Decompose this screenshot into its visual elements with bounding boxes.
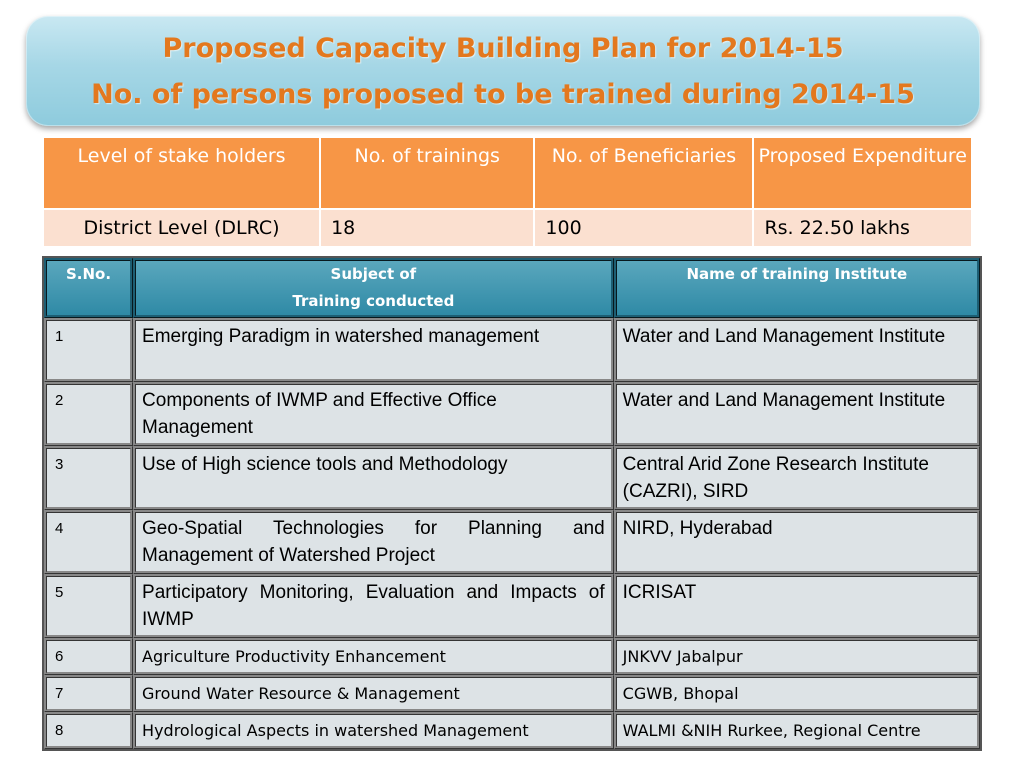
sno-cell: 4 — [44, 510, 133, 574]
institute-cell: ICRISAT — [614, 574, 980, 638]
subject-cell: Emerging Paradigm in watershed management — [133, 318, 614, 382]
table-row — [44, 675, 980, 712]
title-line-1: Proposed Capacity Building Plan for 2014-15 — [162, 33, 844, 64]
institute-cell: JNKVV Jabalpur — [614, 638, 980, 675]
institute-cell: WALMI &NIH Rurkee, Regional Centre — [614, 712, 980, 749]
institute-cell: Water and Land Management Institute — [614, 318, 980, 382]
summary-header-beneficiaries: No. of Beneficiaries — [534, 137, 753, 209]
summary-cell-trainings: 18 — [320, 209, 534, 247]
subject-cell: Use of High science tools and Methodology — [133, 446, 614, 510]
table-row — [44, 510, 980, 574]
sno-cell: 5 — [44, 574, 133, 638]
header-sno: S.No. — [44, 258, 133, 318]
subject-cell: Hydrological Aspects in watershed Management — [133, 712, 614, 749]
title-line-2: No. of persons proposed to be trained during 2014-15 — [91, 79, 915, 110]
header-subject — [133, 258, 614, 318]
sno-cell: 7 — [44, 675, 133, 712]
summary-data-row — [43, 209, 972, 247]
table-row — [44, 574, 980, 638]
header-institute: Name of training Institute — [614, 258, 980, 318]
institute-cell: Central Arid Zone Research Institute (CAZRI), SIRD — [614, 446, 980, 510]
subject-cell: Participatory Monitoring, Evaluation and Impacts of IWMP — [133, 574, 614, 638]
subject-cell: Agriculture Productivity Enhancement — [133, 638, 614, 675]
institute-cell: CGWB, Bhopal — [614, 675, 980, 712]
subject-cell: Geo-Spatial Technologies for Planning and Management of Watershed Project — [133, 510, 614, 574]
table-row — [44, 318, 980, 382]
summary-cell-expenditure: Rs. 22.50 lakhs — [753, 209, 972, 247]
sno-cell: 3 — [44, 446, 133, 510]
table-row — [44, 382, 980, 446]
summary-cell-level: District Level (DLRC) — [43, 209, 320, 247]
subject-cell: Ground Water Resource & Management — [133, 675, 614, 712]
subject-cell: Components of IWMP and Effective Office Management — [133, 382, 614, 446]
sno-cell: 2 — [44, 382, 133, 446]
header-subject-line2: Training conducted — [292, 292, 455, 310]
summary-cell-beneficiaries: 100 — [534, 209, 753, 247]
sno-cell: 6 — [44, 638, 133, 675]
summary-header-expenditure: Proposed Expenditure — [753, 137, 972, 209]
summary-header-trainings: No. of trainings — [320, 137, 534, 209]
sno-cell: 1 — [44, 318, 133, 382]
trainings-header-row — [44, 258, 980, 318]
institute-cell: NIRD, Hyderabad — [614, 510, 980, 574]
table-row — [44, 638, 980, 675]
summary-header-level: Level of stake holders — [43, 137, 320, 209]
institute-cell: Water and Land Management Institute — [614, 382, 980, 446]
trainings-table — [42, 256, 982, 751]
table-row — [44, 712, 980, 749]
title-banner — [26, 16, 980, 126]
summary-header-row — [43, 137, 972, 209]
table-row — [44, 446, 980, 510]
header-subject-line1: Subject of — [330, 265, 417, 283]
sno-cell: 8 — [44, 712, 133, 749]
summary-table — [42, 136, 973, 248]
